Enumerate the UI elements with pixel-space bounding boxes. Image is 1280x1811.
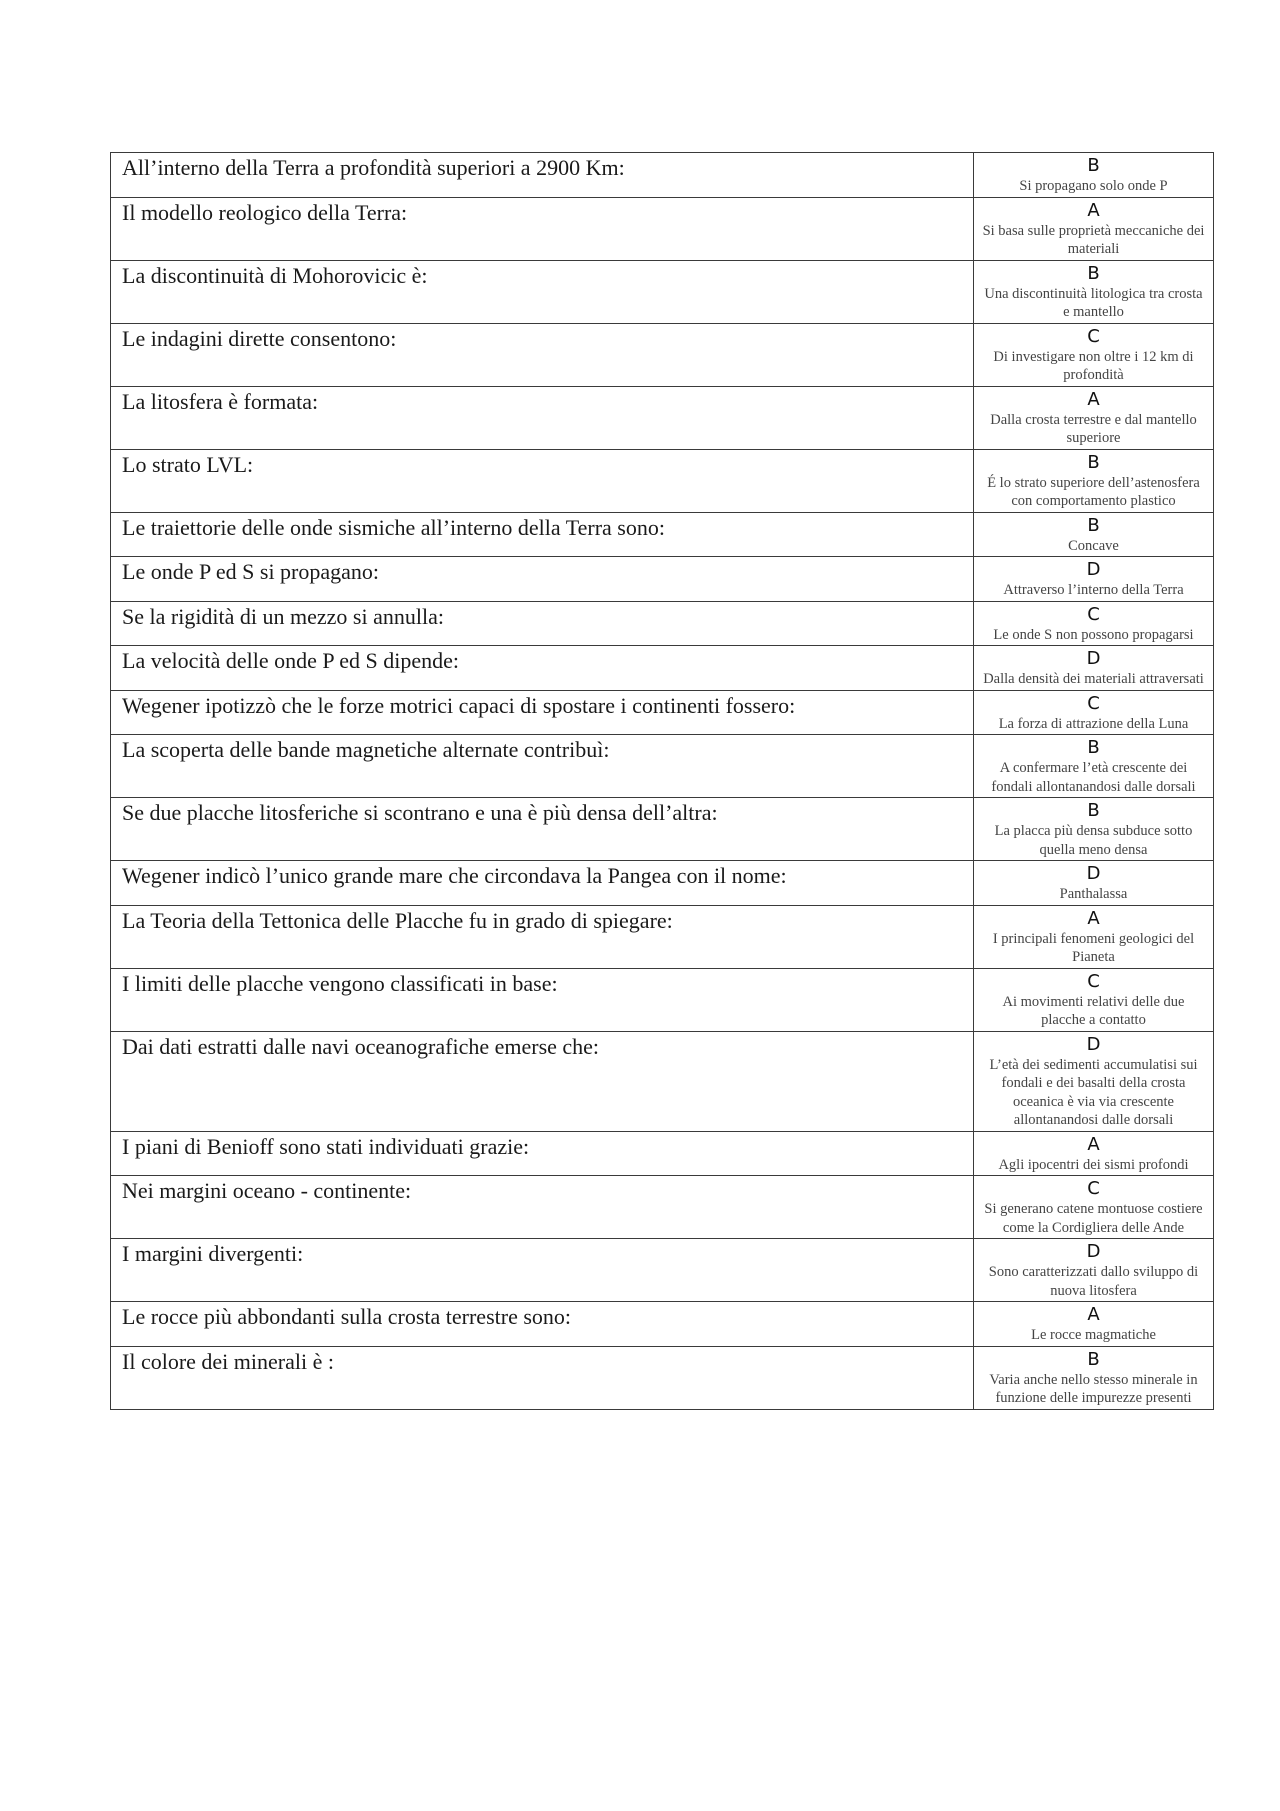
- answer-letter: A: [1087, 388, 1100, 410]
- answer-cell: [974, 1131, 1214, 1176]
- answer-cell: [974, 968, 1214, 1031]
- quiz-table-body: [111, 153, 1214, 1410]
- answer-letter: D: [1086, 1241, 1101, 1262]
- answer-letter: C: [1087, 325, 1100, 347]
- answer-letter: B: [1087, 737, 1100, 758]
- question-cell: Il colore dei minerali è :: [111, 1346, 974, 1409]
- table-row: [111, 968, 1214, 1031]
- answer-letter: C: [1087, 1178, 1100, 1199]
- question-cell: Le onde P ed S si propagano:: [111, 557, 974, 602]
- answer-letter: A: [1087, 1133, 1100, 1155]
- answer-text: Attraverso l’interno della Terra: [1003, 582, 1184, 598]
- table-row: [111, 1131, 1214, 1176]
- question-cell: La Teoria della Tettonica delle Placche fu in grado di spiegare:: [111, 905, 974, 968]
- table-row: [111, 798, 1214, 861]
- answer-text: Sono caratterizzati dallo sviluppo di nuova litosfera: [988, 1264, 1199, 1299]
- question-cell: Lo strato LVL:: [111, 449, 974, 512]
- question-cell: Il modello reologico della Terra:: [111, 197, 974, 260]
- answer-text: Varia anche nello stesso minerale in funzione delle impurezze presenti: [989, 1371, 1198, 1406]
- answer-cell: [974, 1176, 1214, 1239]
- question-cell: La scoperta delle bande magnetiche alternate contribuì:: [111, 735, 974, 798]
- table-row: [111, 386, 1214, 449]
- answer-cell: [974, 1239, 1214, 1302]
- question-cell: I limiti delle placche vengono classificati in base:: [111, 968, 974, 1031]
- answer-cell: [974, 260, 1214, 323]
- answer-text: I principali fenomeni geologici del Pianeta: [992, 930, 1195, 965]
- question-cell: Se la rigidità di un mezzo si annulla:: [111, 601, 974, 646]
- answer-text: Si basa sulle proprietà meccaniche dei materiali: [982, 222, 1205, 257]
- question-cell: Le indagini dirette consentono:: [111, 323, 974, 386]
- answer-cell: [974, 861, 1214, 906]
- answer-cell: [974, 905, 1214, 968]
- answer-cell: [974, 1302, 1214, 1347]
- table-row: [111, 1346, 1214, 1409]
- answer-cell: [974, 601, 1214, 646]
- answer-letter: B: [1087, 514, 1100, 536]
- answer-letter: A: [1087, 907, 1100, 929]
- answer-cell: [974, 798, 1214, 861]
- answer-text: La forza di attrazione della Luna: [998, 715, 1189, 732]
- answer-text: Concave: [1068, 537, 1119, 554]
- answer-text: Panthalassa: [1059, 886, 1128, 902]
- answer-letter: C: [1087, 970, 1100, 992]
- answer-cell: [974, 690, 1214, 735]
- answer-text: Si generano catene montuose costiere come la Cordigliera delle Ande: [984, 1201, 1203, 1236]
- answer-cell: [974, 646, 1214, 691]
- answer-cell: [974, 557, 1214, 602]
- question-cell: Se due placche litosferiche si scontrano e una è più densa dell’altra:: [111, 798, 974, 861]
- answer-letter: B: [1087, 451, 1100, 473]
- question-cell: I margini divergenti:: [111, 1239, 974, 1302]
- answer-letter: B: [1087, 1348, 1100, 1370]
- answer-text: Dalla crosta terrestre e dal mantello superiore: [990, 411, 1197, 446]
- question-cell: I piani di Benioff sono stati individuati grazie:: [111, 1131, 974, 1176]
- answer-text: Una discontinuità litologica tra crosta e mantello: [984, 285, 1203, 320]
- answer-text: Dalla densità dei materiali attraversati: [983, 671, 1204, 687]
- answer-letter: B: [1087, 262, 1100, 284]
- answer-cell: [974, 1031, 1214, 1131]
- question-cell: All’interno della Terra a profondità superiori a 2900 Km:: [111, 153, 974, 198]
- table-row: [111, 323, 1214, 386]
- question-cell: Wegener ipotizzò che le forze motrici capaci di spostare i continenti fossero:: [111, 690, 974, 735]
- table-row: [111, 197, 1214, 260]
- answer-letter: D: [1086, 648, 1101, 669]
- answer-letter: D: [1086, 1033, 1101, 1055]
- question-cell: Dai dati estratti dalle navi oceanografiche emerse che:: [111, 1031, 974, 1131]
- question-cell: Le traiettorie delle onde sismiche all’interno della Terra sono:: [111, 512, 974, 557]
- table-row: [111, 1176, 1214, 1239]
- question-cell: La discontinuità di Mohorovicic è:: [111, 260, 974, 323]
- answer-text: A confermare l’età crescente dei fondali allontanandosi dalle dorsali: [991, 760, 1196, 795]
- table-row: [111, 449, 1214, 512]
- table-row: [111, 557, 1214, 602]
- answer-text: Le rocce magmatiche: [1031, 1327, 1156, 1343]
- table-row: [111, 1239, 1214, 1302]
- answer-text: Di investigare non oltre i 12 km di profondità: [993, 348, 1194, 383]
- table-row: [111, 260, 1214, 323]
- answer-text: L’età dei sedimenti accumulatisi sui fondali e dei basalti della crosta oceanica è via via crescente allontanandosi dalle dorsali: [989, 1056, 1198, 1128]
- answer-letter: D: [1086, 559, 1101, 580]
- table-row: [111, 690, 1214, 735]
- table-row: [111, 1031, 1214, 1131]
- answer-text: Ai movimenti relativi delle due placche a contatto: [1002, 993, 1185, 1028]
- answer-text: La placca più densa subduce sotto quella meno densa: [994, 823, 1193, 858]
- table-row: [111, 861, 1214, 906]
- answer-letter: B: [1087, 155, 1100, 176]
- question-cell: La velocità delle onde P ed S dipende:: [111, 646, 974, 691]
- answer-text: Le onde S non possono propagarsi: [993, 626, 1194, 643]
- answer-cell: [974, 735, 1214, 798]
- answer-cell: [974, 197, 1214, 260]
- table-row: [111, 601, 1214, 646]
- answer-text: Agli ipocentri dei sismi profondi: [998, 1156, 1189, 1173]
- answer-cell: [974, 1346, 1214, 1409]
- table-row: [111, 646, 1214, 691]
- answer-letter: C: [1087, 692, 1100, 714]
- question-cell: Wegener indicò l’unico grande mare che circondava la Pangea con il nome:: [111, 861, 974, 906]
- answer-letter: A: [1087, 199, 1100, 221]
- answer-cell: [974, 386, 1214, 449]
- answer-text: É lo strato superiore dell’astenosfera con comportamento plastico: [987, 474, 1200, 509]
- answer-letter: A: [1087, 1304, 1100, 1325]
- table-row: [111, 905, 1214, 968]
- table-row: [111, 512, 1214, 557]
- answer-letter: B: [1087, 800, 1100, 821]
- table-row: [111, 1302, 1214, 1347]
- answer-letter: D: [1086, 863, 1101, 884]
- answer-cell: [974, 323, 1214, 386]
- answer-text: Si propagano solo onde P: [1019, 178, 1168, 194]
- answer-letter: C: [1087, 603, 1100, 625]
- quiz-answer-table: [110, 152, 1214, 1410]
- answer-cell: [974, 512, 1214, 557]
- question-cell: Nei margini oceano - continente:: [111, 1176, 974, 1239]
- table-row: [111, 153, 1214, 198]
- table-row: [111, 735, 1214, 798]
- answer-cell: [974, 449, 1214, 512]
- question-cell: Le rocce più abbondanti sulla crosta terrestre sono:: [111, 1302, 974, 1347]
- question-cell: La litosfera è formata:: [111, 386, 974, 449]
- answer-cell: [974, 153, 1214, 198]
